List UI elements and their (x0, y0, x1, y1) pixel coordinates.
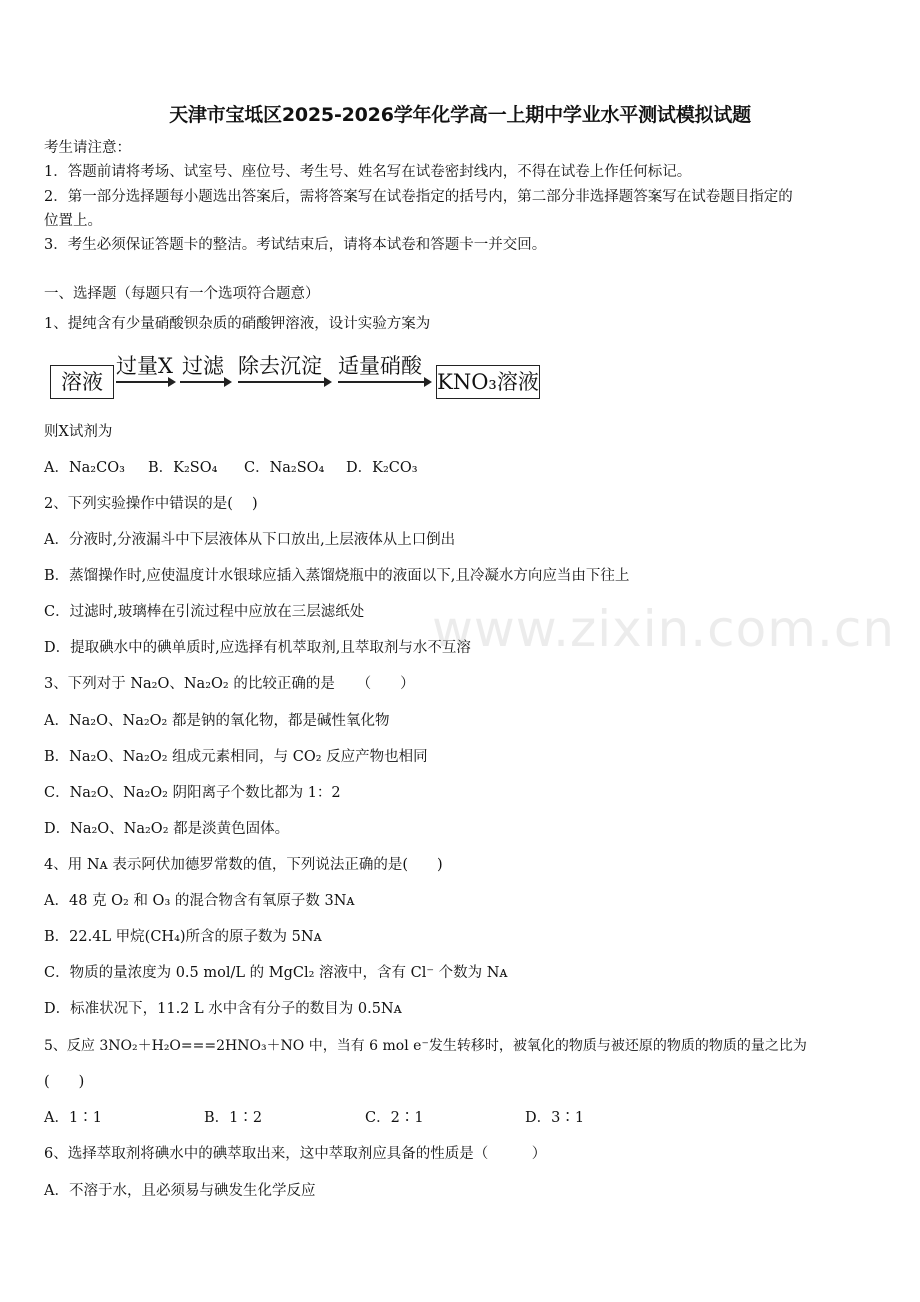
question-2-stem: 2、下列实验操作中错误的是( ) (44, 496, 258, 512)
flow-arrow-icon (116, 381, 174, 383)
question-4-option-a[interactable]: A．48 克 O₂ 和 O₃ 的混合物含有氧原子数 3Nᴀ (44, 893, 355, 909)
flow-arrow-icon (180, 381, 230, 383)
flow-step-reagent: 过量X (116, 354, 173, 378)
question-3-stem: 3、下列对于 Na₂O、Na₂O₂ 的比较正确的是 （ ） (44, 676, 415, 692)
question-1-option-a[interactable]: A．Na₂CO₃ (44, 460, 125, 476)
question-1-option-b[interactable]: B．K₂SO₄ (148, 460, 218, 476)
flow-step-remove-precipitate: 除去沉淀 (238, 354, 322, 378)
question-4-option-d[interactable]: D．标准状况下，11.2 L 水中含有分子的数目为 0.5Nᴀ (44, 1001, 402, 1017)
question-4-option-c[interactable]: C．物质的量浓度为 0.5 mol/L 的 MgCl₂ 溶液中，含有 Cl⁻ 个数为 Nᴀ (44, 965, 508, 981)
question-2-option-b[interactable]: B．蒸馏操作时,应使温度计水银球应插入蒸馏烧瓶中的液面以下,且冷凝水方向应当由下往上 (44, 568, 630, 584)
notice-item-1: 1．答题前请将考场、试室号、座位号、考生号、姓名写在试卷密封线内，不得在试卷上作任何标记。 (44, 164, 692, 180)
question-3-option-d[interactable]: D．Na₂O、Na₂O₂ 都是淡黄色固体。 (44, 821, 290, 837)
flow-end-box: KNO₃溶液 (436, 365, 540, 399)
question-3-option-c[interactable]: C．Na₂O、Na₂O₂ 阴阳离子个数比都为 1：2 (44, 785, 341, 801)
flow-step-filter: 过滤 (182, 354, 224, 378)
question-3-option-a[interactable]: A．Na₂O、Na₂O₂ 都是钠的氧化物，都是碱性氧化物 (44, 713, 390, 729)
notice-item-3: 3．考生必须保证答题卡的整洁。考试结束后，请将本试卷和答题卡一并交回。 (44, 237, 547, 253)
question-1-option-c[interactable]: C．Na₂SO₄ (244, 460, 325, 476)
question-5-option-a[interactable]: A．1∶1 (44, 1110, 102, 1126)
question-5-option-c[interactable]: C．2∶1 (365, 1110, 424, 1126)
question-5-option-d[interactable]: D．3∶1 (525, 1110, 585, 1126)
question-5-bracket: ( ) (44, 1074, 85, 1090)
question-3-option-b[interactable]: B．Na₂O、Na₂O₂ 组成元素相同，与 CO₂ 反应产物也相同 (44, 749, 428, 765)
question-1-option-d[interactable]: D．K₂CO₃ (346, 460, 418, 476)
flow-start-box: 溶液 (50, 365, 114, 399)
question-5-option-b[interactable]: B．1∶2 (204, 1110, 263, 1126)
watermark: www.zixin.com.cn (432, 600, 896, 658)
question-5-stem: 5、反应 3NO₂＋H₂O===2HNO₃＋NO 中，当有 6 mol e⁻发生转移时，被氧化的物质与被还原的物质的物质的量之比为 (44, 1038, 807, 1054)
flow-arrow-icon (238, 381, 330, 383)
question-1-stem: 1、提纯含有少量硝酸钡杂质的硝酸钾溶液，设计实验方案为 (44, 316, 431, 332)
question-6-stem: 6、选择萃取剂将碘水中的碘萃取出来，这中萃取剂应具备的性质是（ ） (44, 1146, 547, 1162)
experiment-flow-diagram (48, 350, 548, 402)
question-4-stem: 4、用 Nᴀ 表示阿伏加德罗常数的值，下列说法正确的是( ) (44, 857, 443, 873)
section-heading: 一、选择题（每题只有一个选项符合题意） (44, 286, 320, 302)
page-title: 天津市宝坻区2025-2026学年化学高一上期中学业水平测试模拟试题 (169, 104, 751, 126)
question-4-option-b[interactable]: B．22.4L 甲烷(CH₄)所含的原子数为 5Nᴀ (44, 929, 322, 945)
flow-step-nitric-acid: 适量硝酸 (338, 354, 422, 378)
question-6-option-a[interactable]: A．不溶于水，且必须易与碘发生化学反应 (44, 1183, 316, 1199)
notice-heading: 考生请注意： (44, 140, 131, 156)
question-2-option-a[interactable]: A．分液时,分液漏斗中下层液体从下口放出,上层液体从上口倒出 (44, 532, 456, 548)
notice-item-2-cont: 位置上。 (44, 213, 102, 229)
flow-arrow-icon (338, 381, 430, 383)
question-2-option-c[interactable]: C．过滤时,玻璃棒在引流过程中应放在三层滤纸处 (44, 604, 365, 620)
notice-item-2: 2．第一部分选择题每小题选出答案后，需将答案写在试卷指定的括号内，第二部分非选择题答案写在试卷题目指定的 (44, 189, 793, 205)
question-2-option-d[interactable]: D．提取碘水中的碘单质时,应选择有机萃取剂,且萃取剂与水不互溶 (44, 640, 471, 656)
question-1-prompt: 则X试剂为 (44, 424, 113, 440)
